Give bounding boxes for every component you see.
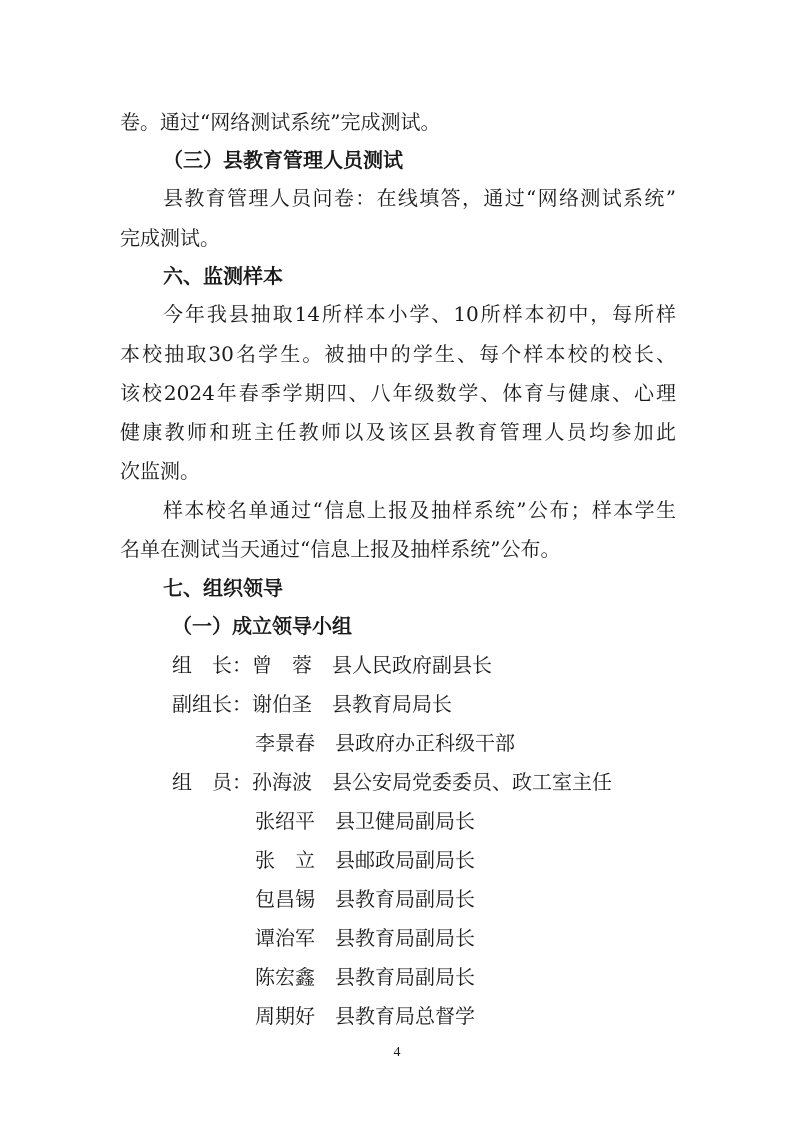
paragraph-line: 次监测。 xyxy=(120,459,200,483)
person-entry: 李景春 县政府办正科级干部 xyxy=(255,731,515,755)
section-heading: 六、监测样本 xyxy=(163,264,283,288)
role-label: 组 员： xyxy=(172,770,252,794)
person-entry: 曾 蓉 县人民政府副县长 xyxy=(252,653,492,677)
role-label: 副组长： xyxy=(172,692,252,716)
paragraph-line: 县教育管理人员问卷：在线填答，通过“网络测试系统” xyxy=(163,186,676,210)
person-entry: 周期好 县教育局总督学 xyxy=(255,1004,475,1028)
roster-row-member xyxy=(172,770,612,794)
section-heading: 七、组织领导 xyxy=(163,576,283,600)
paragraph-line: 名单在测试当天通过“信息上报及抽样系统”公布。 xyxy=(120,537,561,561)
person-entry: 张 立 县邮政局副局长 xyxy=(255,848,475,872)
paragraph-line: 本校抽取30名学生。被抽中的学生、每个样本校的校长、 xyxy=(120,342,676,366)
page-number: 4 xyxy=(393,1045,401,1060)
section-heading: （三）县教育管理人员测试 xyxy=(163,148,403,172)
subsection-heading: （一）成立领导小组 xyxy=(172,614,352,638)
text-line: 卷。通过“网络测试系统”完成测试。 xyxy=(120,110,441,134)
roster-row-leader xyxy=(172,653,492,677)
person-entry: 孙海波 县公安局党委委员、政工室主任 xyxy=(252,770,612,794)
role-label: 组 长： xyxy=(172,653,252,677)
person-entry: 谢伯圣 县教育局局长 xyxy=(252,692,452,716)
person-entry: 包昌锡 县教育局副局长 xyxy=(255,887,475,911)
paragraph-line: 健康教师和班主任教师以及该区县教育管理人员均参加此 xyxy=(120,420,676,444)
roster-row-deputy xyxy=(172,692,452,716)
person-entry: 谭治军 县教育局副局长 xyxy=(255,926,475,950)
person-entry: 张绍平 县卫健局副局长 xyxy=(255,809,475,833)
paragraph-line: 今年我县抽取14所样本小学、10所样本初中，每所样 xyxy=(163,302,676,326)
paragraph-line: 完成测试。 xyxy=(120,226,220,250)
paragraph-line: 样本校名单通过“信息上报及抽样系统”公布；样本学生 xyxy=(163,498,676,522)
paragraph-line: 该校2024年春季学期四、八年级数学、体育与健康、心理 xyxy=(120,381,676,405)
person-entry: 陈宏鑫 县教育局副局长 xyxy=(255,965,475,989)
